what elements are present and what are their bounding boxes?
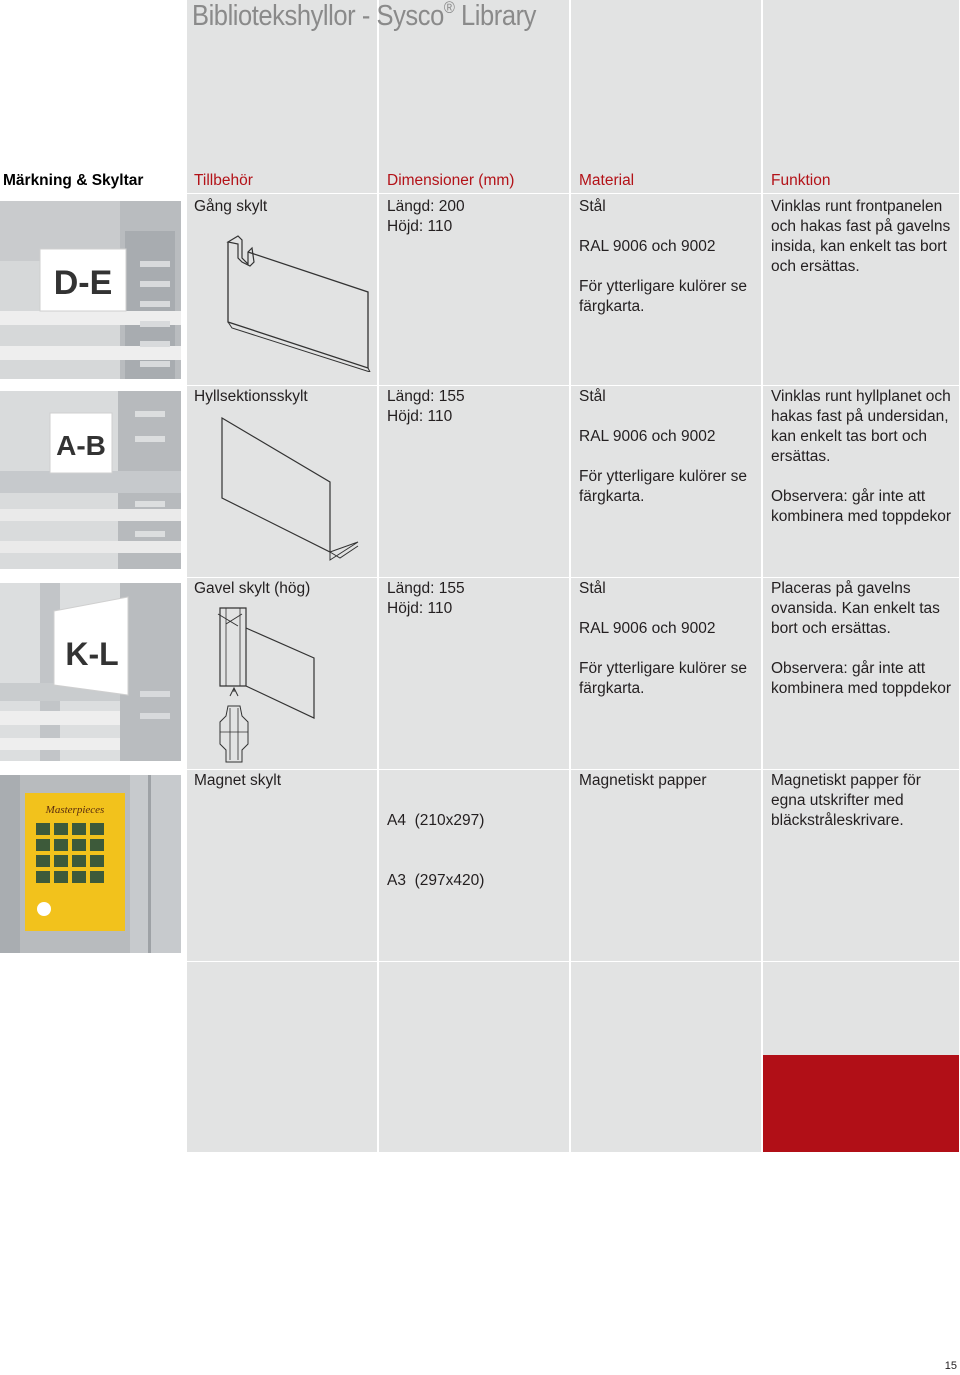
- photo-shelf-section-sign: [0, 391, 181, 569]
- material-note: För ytterligare kulörer se färgkarta.: [579, 468, 747, 505]
- function-cell: [771, 387, 955, 527]
- function-text: Placeras på gavelns ovansida. Kan enkelt tas bort och ersättas.: [771, 580, 940, 637]
- function-cell: [771, 579, 955, 699]
- row-divider: [187, 769, 959, 770]
- header-function: Funktion: [771, 172, 831, 189]
- material-name: Magnetiskt papper: [579, 772, 707, 789]
- material-cell: [579, 387, 757, 507]
- accessory-name: Gavel skylt (hög): [194, 580, 311, 597]
- dimensions-cell: [387, 771, 562, 911]
- material-cell: [579, 771, 757, 791]
- section-label: Märkning & Skyltar: [3, 172, 144, 189]
- header-accessory: Tillbehör: [194, 172, 253, 189]
- material-name: Stål: [579, 198, 606, 215]
- material-note: För ytterligare kulörer se färgkarta.: [579, 278, 747, 315]
- function-cell: [771, 771, 955, 831]
- page-title-text: Bibliotekshyllor - Sysco: [192, 0, 444, 32]
- material-colors: RAL 9006 och 9002: [579, 620, 716, 637]
- photo-magnet-sign: [0, 775, 181, 953]
- photo-gable-sign: [0, 583, 181, 761]
- function-text: Magnetiskt papper för egna utskrifter med bläckstråleskrivare.: [771, 772, 921, 829]
- material-name: Stål: [579, 580, 606, 597]
- row-divider: [187, 193, 959, 194]
- poster-title: Masterpieces: [45, 804, 105, 816]
- function-note: Observera: går inte att kombinera med toppdekor: [771, 488, 952, 525]
- function-note: Observera: går inte att kombinera med toppdekor: [771, 660, 952, 697]
- material-colors: RAL 9006 och 9002: [579, 428, 716, 445]
- registered-mark: ®: [443, 0, 455, 17]
- shelf-section-sign-drawing: [218, 414, 362, 572]
- function-text: Vinklas runt hyllplanet och hakas fast på undersidan, kan enkelt tas bort och ersättas.: [771, 388, 951, 465]
- page-title-suffix: Library: [454, 0, 536, 32]
- material-colors: RAL 9006 och 9002: [579, 238, 716, 255]
- accent-block: [763, 1055, 959, 1152]
- row-divider: [187, 961, 959, 962]
- dimension-height: Höjd: 110: [387, 408, 453, 425]
- dimension-a4: A4 (210x297): [387, 812, 485, 829]
- row-divider: [187, 385, 959, 386]
- dimension-length: Längd: 200: [387, 198, 465, 215]
- dimensions-cell: [387, 197, 562, 237]
- dimension-height: Höjd: 110: [387, 600, 453, 617]
- dimension-height: Höjd: 110: [387, 218, 453, 235]
- photo-sign-label: D-E: [53, 264, 113, 302]
- photo-sign-label: A-B: [56, 430, 106, 461]
- header-material: Material: [579, 172, 635, 189]
- dimension-a3: A3 (297x420): [387, 872, 485, 889]
- material-note: För ytterligare kulörer se färgkarta.: [579, 660, 747, 697]
- material-name: Stål: [579, 388, 606, 405]
- accessory-name: Magnet skylt: [194, 772, 282, 789]
- material-cell: [579, 197, 757, 317]
- dimensions-cell: [387, 387, 562, 427]
- dimension-length: Längd: 155: [387, 580, 465, 597]
- photo-sign-label: K-L: [65, 636, 119, 672]
- function-cell: [771, 197, 955, 277]
- accessory-name: Gång skylt: [194, 198, 268, 215]
- aisle-sign-drawing: [220, 232, 372, 372]
- accessory-name: Hyllsektionsskylt: [194, 388, 308, 405]
- photo-aisle-sign: [0, 201, 181, 379]
- dimensions-cell: [387, 579, 562, 619]
- gable-sign-drawing: [212, 604, 322, 768]
- dimension-length: Längd: 155: [387, 388, 465, 405]
- page-number: 15: [944, 1360, 957, 1372]
- function-text: Vinklas runt frontpanelen och hakas fast på gavelns insida, kan enkelt tas bort och ersättas.: [771, 198, 951, 275]
- row-divider: [187, 577, 959, 578]
- material-cell: [579, 579, 757, 699]
- page-title: [192, 0, 536, 33]
- header-dimensions: Dimensioner (mm): [387, 172, 515, 189]
